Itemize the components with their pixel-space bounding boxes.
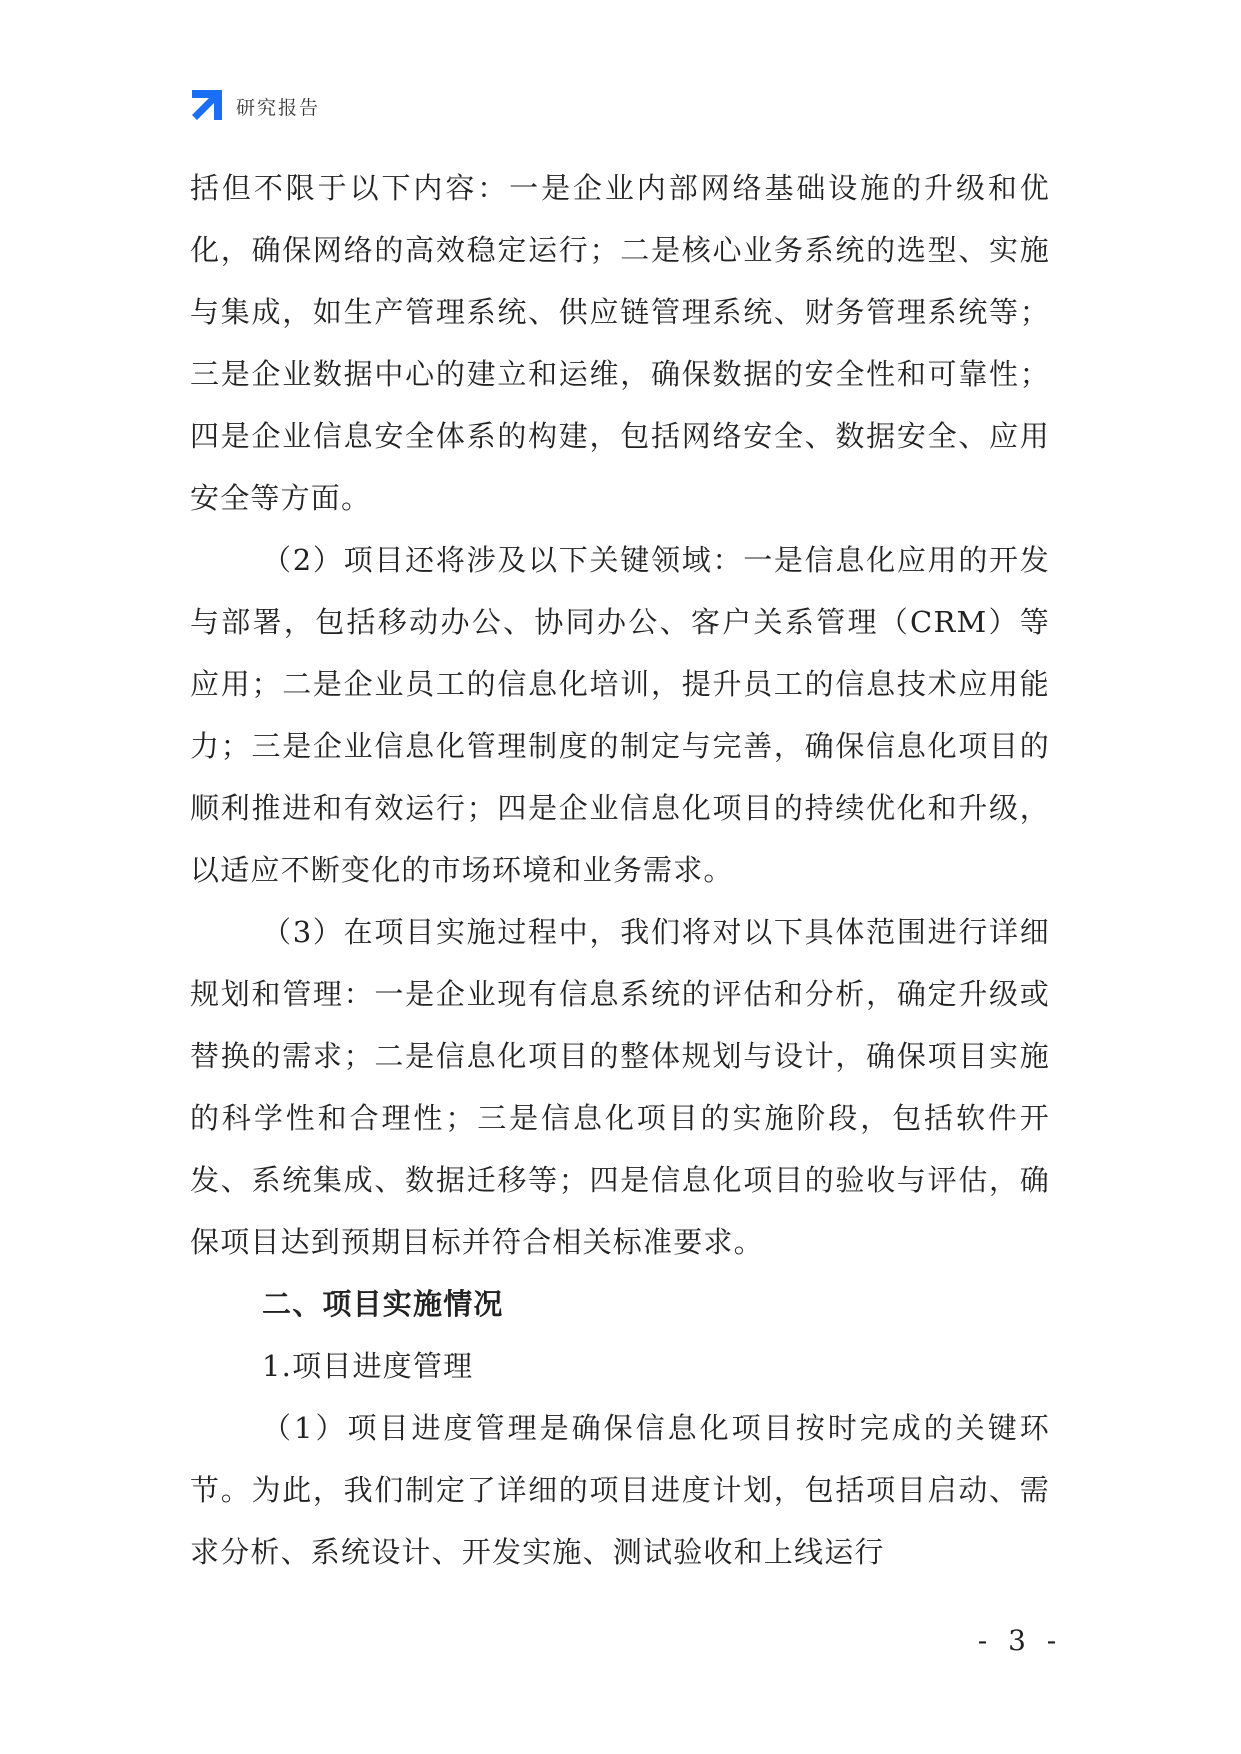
page-number: - 3 - xyxy=(977,1624,1063,1657)
paragraph-item-1: （1）项目进度管理是确保信息化项目按时完成的关键环节。为此，我们制定了详细的项目进度计划，包括项目启动、需求分析、系统设计、开发实施、测试验收和上线运行 xyxy=(190,1411,1050,1569)
page-header xyxy=(190,88,320,124)
document-body xyxy=(190,157,1050,1583)
subsection-heading: 1.项目进度管理 xyxy=(262,1349,474,1383)
paragraph-continued: 括但不限于以下内容：一是企业内部网络基础设施的升级和优化，确保网络的高效稳定运行；二是核心业务系统的选型、实施与集成，如生产管理系统、供应链管理系统、财务管理系统等；三是企业数据中心的建立和运维，确保数据的安全性和可靠性；四是企业信息安全体系的构建，包括网络安全、数据安全、应用安全等方面。 xyxy=(190,171,1050,515)
arrow-up-right-logo-icon xyxy=(190,90,222,122)
paragraph-item-3: （3）在项目实施过程中，我们将对以下具体范围进行详细规划和管理：一是企业现有信息系统的评估和分析，确定升级或替换的需求；二是信息化项目的整体规划与设计，确保项目实施的科学性和合理性；三是信息化项目的实施阶段，包括软件开发、系统集成、数据迁移等；四是信息化项目的验收与评估，确保项目达到预期目标并符合相关标准要求。 xyxy=(190,915,1050,1259)
paragraph-item-2: （2）项目还将涉及以下关键领域：一是信息化应用的开发与部署，包括移动办公、协同办公、客户关系管理（CRM）等应用；二是企业员工的信息化培训，提升员工的信息技术应用能力；三是企业信息化管理制度的制定与完善，确保信息化项目的顺利推进和有效运行；四是企业信息化项目的持续优化和升级，以适应不断变化的市场环境和业务需求。 xyxy=(190,543,1050,887)
header-title: 研究报告 xyxy=(236,96,321,119)
section-heading: 二、项目实施情况 xyxy=(262,1287,504,1321)
